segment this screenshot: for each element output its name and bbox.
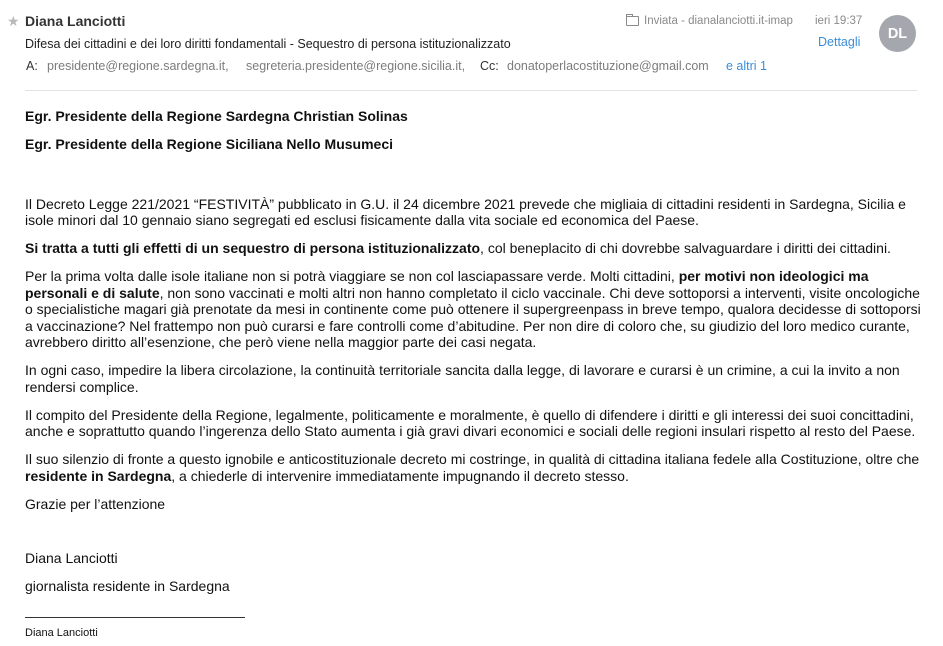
paragraph-2-rest: , col beneplacito di chi dovrebbe salvaguardare i diritti dei cittadini.	[480, 240, 891, 256]
message-header	[0, 0, 943, 92]
footer-name: Diana Lanciotti	[25, 626, 98, 639]
paragraph-3-a: Per la prima volta dalle isole italiane non si potrà viaggiare se non col lasciapassare verde. Molti cittadini,	[25, 268, 679, 284]
paragraph-1: Il Decreto Legge 221/2021 “FESTIVITÀ” pubblicato in G.U. il 24 dicembre 2021 prevede che migliaia di cittadini residenti in Sardegna, Sicilia e isole minori dal 10 gennaio siano segregati ed esclusi fisicamente dalla vita sociale ed economica del Paese.	[25, 195, 906, 228]
more-recipients-link[interactable]: e altri 1	[726, 59, 767, 73]
signature-name: Diana Lanciotti	[25, 550, 118, 566]
folder-icon	[626, 16, 639, 26]
paragraph-6-b: , a chiederle di intervenire immediatamente impugnando il decreto stesso.	[171, 467, 629, 484]
star-icon[interactable]: ★	[7, 13, 20, 29]
signature-role: giornalista residente in Sardegna	[25, 578, 230, 594]
sender-name[interactable]: Diana Lanciotti	[25, 13, 126, 29]
signature-separator	[25, 617, 245, 618]
paragraph-4: In ogni caso, impedire la libera circolazione, la continuità territoriale sancita dalla legge, di lavorare e curarsi è un crimine, a cui la invito a non rendersi complice.	[25, 362, 900, 395]
paragraph-6	[25, 451, 925, 484]
timestamp: ieri 19:37	[815, 15, 863, 27]
mailbox-label	[626, 15, 793, 27]
paragraph-6-a: Il suo silenzio di fronte a questo ignobile e anticostituzionale decreto mi costringe, in qualità di cittadina italiana fedele alla Costituzione, oltre che	[25, 451, 920, 467]
recipient-to-1[interactable]: presidente@regione.sardegna.it,	[47, 59, 229, 73]
addressee-1: Egr. Presidente della Regione Sardegna Christian Solinas	[25, 108, 408, 124]
paragraph-3-b: , non sono vaccinati e molti altri non hanno completato il ciclo vaccinale. Chi deve sottoporsi a interventi, visite oncologiche o specialistiche magari già prenotate da mesi in continente come può ottenere il supergreenpass in breve tempo, qualora decidesse di sottoporsi a vaccinazione? Nel frattempo non può curarsi e fare controlli come d’abitudine. Per non dire di coloro che, su giudizio del loro medico curante, avrebbero diritto all’esenzione, che però viene nella maggior parte dei casi negata.	[25, 284, 921, 350]
details-link[interactable]: Dettagli	[818, 35, 861, 49]
header-divider	[25, 90, 917, 91]
subject-line: Difesa dei cittadini e dei loro diritti fondamentali - Sequestro di persona istituzionalizzato	[25, 37, 511, 51]
addressee-2: Egr. Presidente della Regione Siciliana Nello Musumeci	[25, 136, 394, 152]
recipients-row	[0, 59, 943, 75]
paragraph-3	[25, 268, 925, 351]
paragraph-5: Il compito del Presidente della Regione, legalmente, politicamente e moralmente, è quello di difendere i diritti e gli interessi dei suoi concittadini, anche e soprattutto quando l’ingerenza dello Stato aumenta i già gravi divari economici e sociali delle regioni insulari rispetto al resto del Paese.	[25, 406, 916, 439]
paragraph-6-bold: residente in Sardegna	[25, 467, 172, 484]
paragraph-3-bold: per motivi non ideologici ma personali e di salute	[25, 268, 869, 301]
closing-line: Grazie per l’attenzione	[25, 495, 166, 512]
paragraph-2-bold: Si tratta a tutti gli effetti di un sequestro di persona istituzionalizzato	[25, 240, 481, 256]
mailbox-name: Inviata - dianalanciotti.it-imap	[644, 15, 793, 27]
recipient-to-2[interactable]: segreteria.presidente@regione.sicilia.it,	[246, 59, 466, 73]
to-label: A:	[26, 59, 38, 73]
cc-label: Cc:	[480, 59, 499, 73]
avatar[interactable]: DL	[879, 15, 916, 52]
message-body	[25, 108, 925, 640]
paragraph-2	[25, 240, 925, 257]
recipient-cc-1[interactable]: donatoperlacostituzione@gmail.com	[507, 59, 709, 73]
